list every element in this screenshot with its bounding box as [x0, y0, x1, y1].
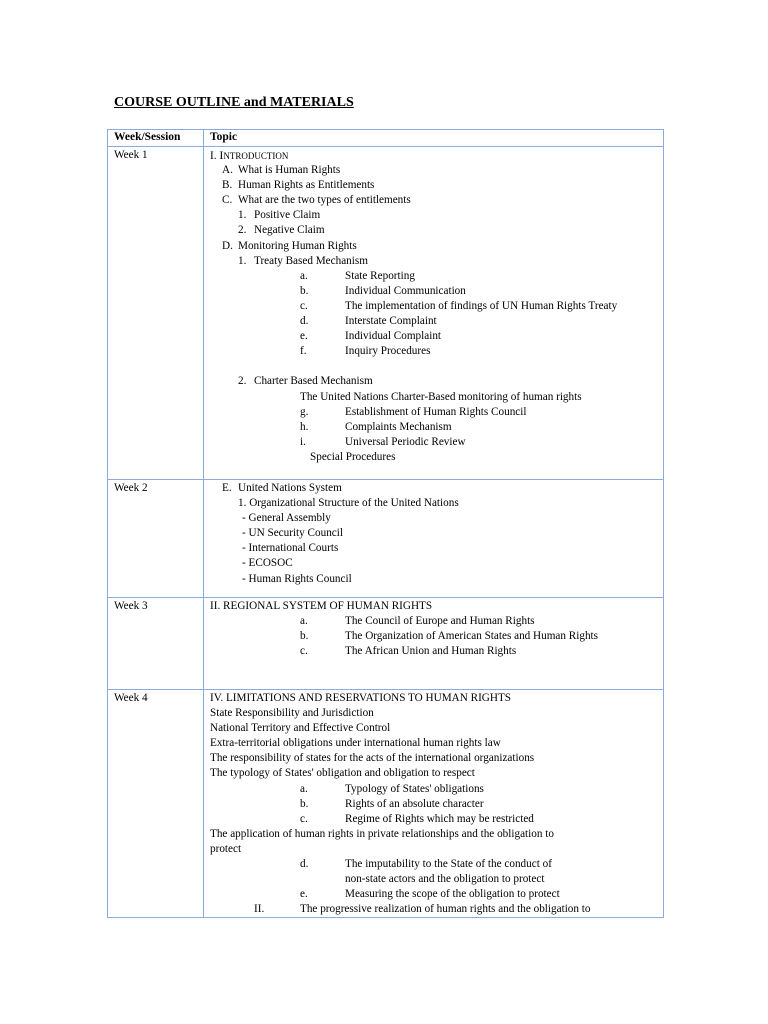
topic-line	[210, 721, 663, 736]
topic-text: The progressive realization of human rights and the obligation to	[300, 903, 591, 916]
topic-cell	[204, 147, 664, 480]
topic-marker: d.	[300, 315, 309, 328]
topic-line	[210, 614, 663, 629]
topic-marker: 1.	[238, 254, 247, 267]
topic-text: - International Courts	[242, 542, 339, 555]
topic-text: Typology of States' obligations	[345, 782, 484, 795]
topic-line	[210, 208, 663, 223]
topic-list	[210, 599, 663, 689]
topic-line	[210, 299, 663, 314]
topic-list	[210, 148, 663, 479]
topic-line	[210, 239, 663, 254]
topic-text: State Responsibility and Jurisdiction	[210, 707, 374, 720]
topic-line	[210, 797, 663, 812]
topic-text: Positive Claim	[254, 209, 321, 222]
topic-marker: a.	[300, 614, 308, 627]
topic-text: Special Procedures	[310, 450, 396, 463]
topic-text: Treaty Based Mechanism	[254, 254, 368, 267]
cell-spacer	[210, 659, 663, 689]
topic-marker: 2.	[238, 224, 247, 237]
topic-text: State Reporting	[345, 269, 415, 282]
topic-line	[210, 872, 663, 887]
header-week-session: Week/Session	[108, 130, 204, 147]
topic-text: The typology of States' obligation and obligation to respect	[210, 767, 475, 780]
topic-marker: b.	[300, 629, 309, 642]
topic-line	[210, 450, 663, 465]
topic-text: What is Human Rights	[238, 164, 341, 177]
topic-line	[210, 782, 663, 797]
topic-marker: c.	[300, 644, 308, 657]
topic-line	[210, 751, 663, 766]
topic-line	[210, 691, 663, 706]
topic-line	[210, 314, 663, 329]
topic-line	[210, 254, 663, 269]
topic-list	[210, 481, 663, 597]
topic-text: Complaints Mechanism	[345, 420, 452, 433]
topic-line	[210, 496, 663, 511]
topic-text: Inquiry Procedures	[345, 345, 431, 358]
week-label: Week 1	[114, 149, 148, 161]
week-label: Week 3	[114, 599, 148, 612]
topic-marker: E.	[222, 481, 232, 494]
topic-line	[210, 374, 663, 389]
topic-text: non-state actors and the obligation to protect	[345, 873, 545, 886]
topic-marker: i.	[300, 435, 306, 448]
topic-marker: b.	[300, 797, 309, 810]
topic-cell	[204, 479, 664, 597]
topic-text: The African Union and Human Rights	[345, 644, 517, 657]
topic-text: Universal Periodic Review	[345, 435, 466, 448]
topic-line	[210, 420, 663, 435]
topic-line	[210, 827, 663, 842]
topic-marker: e.	[300, 888, 308, 901]
document-title: COURSE OUTLINE and MATERIALS	[114, 95, 354, 110]
topic-marker: a.	[300, 269, 308, 282]
topic-line	[210, 629, 663, 644]
topic-marker: 2.	[238, 375, 247, 388]
topic-text: The responsibility of states for the acts of the international organizations	[210, 752, 535, 765]
topic-line	[210, 344, 663, 359]
topic-marker: g.	[300, 405, 309, 418]
topic-line	[210, 857, 663, 872]
topic-line	[210, 766, 663, 781]
topic-line	[210, 556, 663, 571]
topic-text: Individual Complaint	[345, 330, 442, 343]
topic-line	[210, 902, 663, 917]
topic-marker: B.	[222, 179, 233, 192]
topic-text: Human Rights as Entitlements	[238, 179, 375, 192]
table-header-row	[108, 130, 664, 147]
topic-cell	[204, 597, 664, 689]
topic-line	[210, 269, 663, 284]
topic-marker: A.	[222, 164, 233, 177]
topic-line	[210, 511, 663, 526]
topic-marker: e.	[300, 330, 308, 343]
topic-text: What are the two types of entitlements	[238, 194, 411, 207]
table-row	[108, 597, 664, 689]
topic-line	[210, 887, 663, 902]
topic-text: United Nations System	[238, 481, 342, 494]
topic-line	[210, 706, 663, 721]
topic-text: IV. LIMITATIONS AND RESERVATIONS TO HUMAN RIGHTS	[210, 692, 512, 704]
topic-text: Establishment of Human Rights Council	[345, 405, 527, 418]
topic-text: Rights of an absolute character	[345, 797, 484, 810]
topic-line	[210, 842, 663, 857]
topic-text: The implementation of findings of UN Human Rights Treaty	[345, 299, 618, 312]
topic-line	[210, 599, 663, 614]
topic-text: The United Nations Charter-Based monitoring of human rights	[300, 390, 582, 403]
topic-text: Monitoring Human Rights	[238, 239, 357, 252]
topic-text: Regime of Rights which may be restricted	[345, 812, 534, 825]
topic-marker: a.	[300, 782, 308, 795]
topic-marker: 1.	[238, 209, 247, 222]
topic-line	[210, 193, 663, 208]
topic-line	[210, 359, 663, 374]
topic-text: Interstate Complaint	[345, 315, 437, 328]
topic-text: Negative Claim	[254, 224, 325, 237]
course-outline-table	[107, 129, 664, 918]
topic-text: The Organization of American States and Human Rights	[345, 629, 599, 642]
topic-text: National Territory and Effective Control	[210, 722, 391, 735]
topic-text: - Human Rights Council	[242, 572, 352, 585]
topic-list	[210, 691, 663, 917]
topic-line	[210, 329, 663, 344]
week-cell	[108, 147, 204, 480]
topic-line	[210, 812, 663, 827]
topic-cell	[204, 690, 664, 918]
week-label: Week 4	[114, 692, 148, 704]
topic-marker: d.	[300, 858, 309, 871]
topic-line	[210, 163, 663, 178]
topic-marker: b.	[300, 284, 309, 297]
topic-text: Extra-territorial obligations under international human rights law	[210, 737, 501, 750]
topic-text: Charter Based Mechanism	[254, 375, 373, 388]
topic-line	[210, 148, 663, 163]
week-label: Week 2	[114, 481, 148, 494]
topic-line	[210, 284, 663, 299]
topic-line	[210, 178, 663, 193]
topic-line	[210, 223, 663, 238]
topic-marker: h.	[300, 420, 309, 433]
topic-text: - UN Security Council	[242, 527, 343, 540]
cell-spacer	[210, 465, 663, 479]
topic-text: Measuring the scope of the obligation to protect	[345, 888, 560, 901]
topic-marker: C.	[222, 194, 233, 207]
week-cell	[108, 479, 204, 597]
table-row	[108, 147, 664, 480]
topic-text: - General Assembly	[242, 512, 331, 525]
topic-marker: c.	[300, 812, 308, 825]
topic-line	[210, 572, 663, 587]
topic-line	[210, 481, 663, 496]
topic-marker: II.	[254, 903, 265, 916]
topic-text: The imputability to the State of the conduct of	[345, 858, 552, 871]
week-cell	[108, 690, 204, 918]
topic-marker: D.	[222, 239, 233, 252]
week-cell	[108, 597, 204, 689]
topic-line	[210, 541, 663, 556]
topic-text: The Council of Europe and Human Rights	[345, 614, 535, 627]
topic-line	[210, 390, 663, 405]
topic-text: The application of human rights in private relationships and the obligation to	[210, 827, 554, 840]
topic-line	[210, 405, 663, 420]
topic-line	[210, 435, 663, 450]
topic-text: - ECOSOC	[242, 557, 293, 570]
topic-marker: c.	[300, 299, 308, 312]
topic-marker: f.	[300, 345, 307, 358]
topic-text: 1. Organizational Structure of the United Nations	[238, 497, 459, 510]
topic-text: protect	[210, 842, 242, 855]
header-topic: Topic	[204, 130, 664, 147]
topic-text: Individual Communication	[345, 284, 466, 297]
topic-line	[210, 644, 663, 659]
course-outline-body	[108, 130, 664, 918]
topic-line	[210, 736, 663, 751]
topic-heading: I. INTRODUCTION	[210, 148, 289, 162]
topic-line	[210, 526, 663, 541]
topic-text: II. REGIONAL SYSTEM OF HUMAN RIGHTS	[210, 599, 433, 612]
table-row	[108, 479, 664, 597]
table-row	[108, 690, 664, 918]
cell-spacer	[210, 587, 663, 597]
